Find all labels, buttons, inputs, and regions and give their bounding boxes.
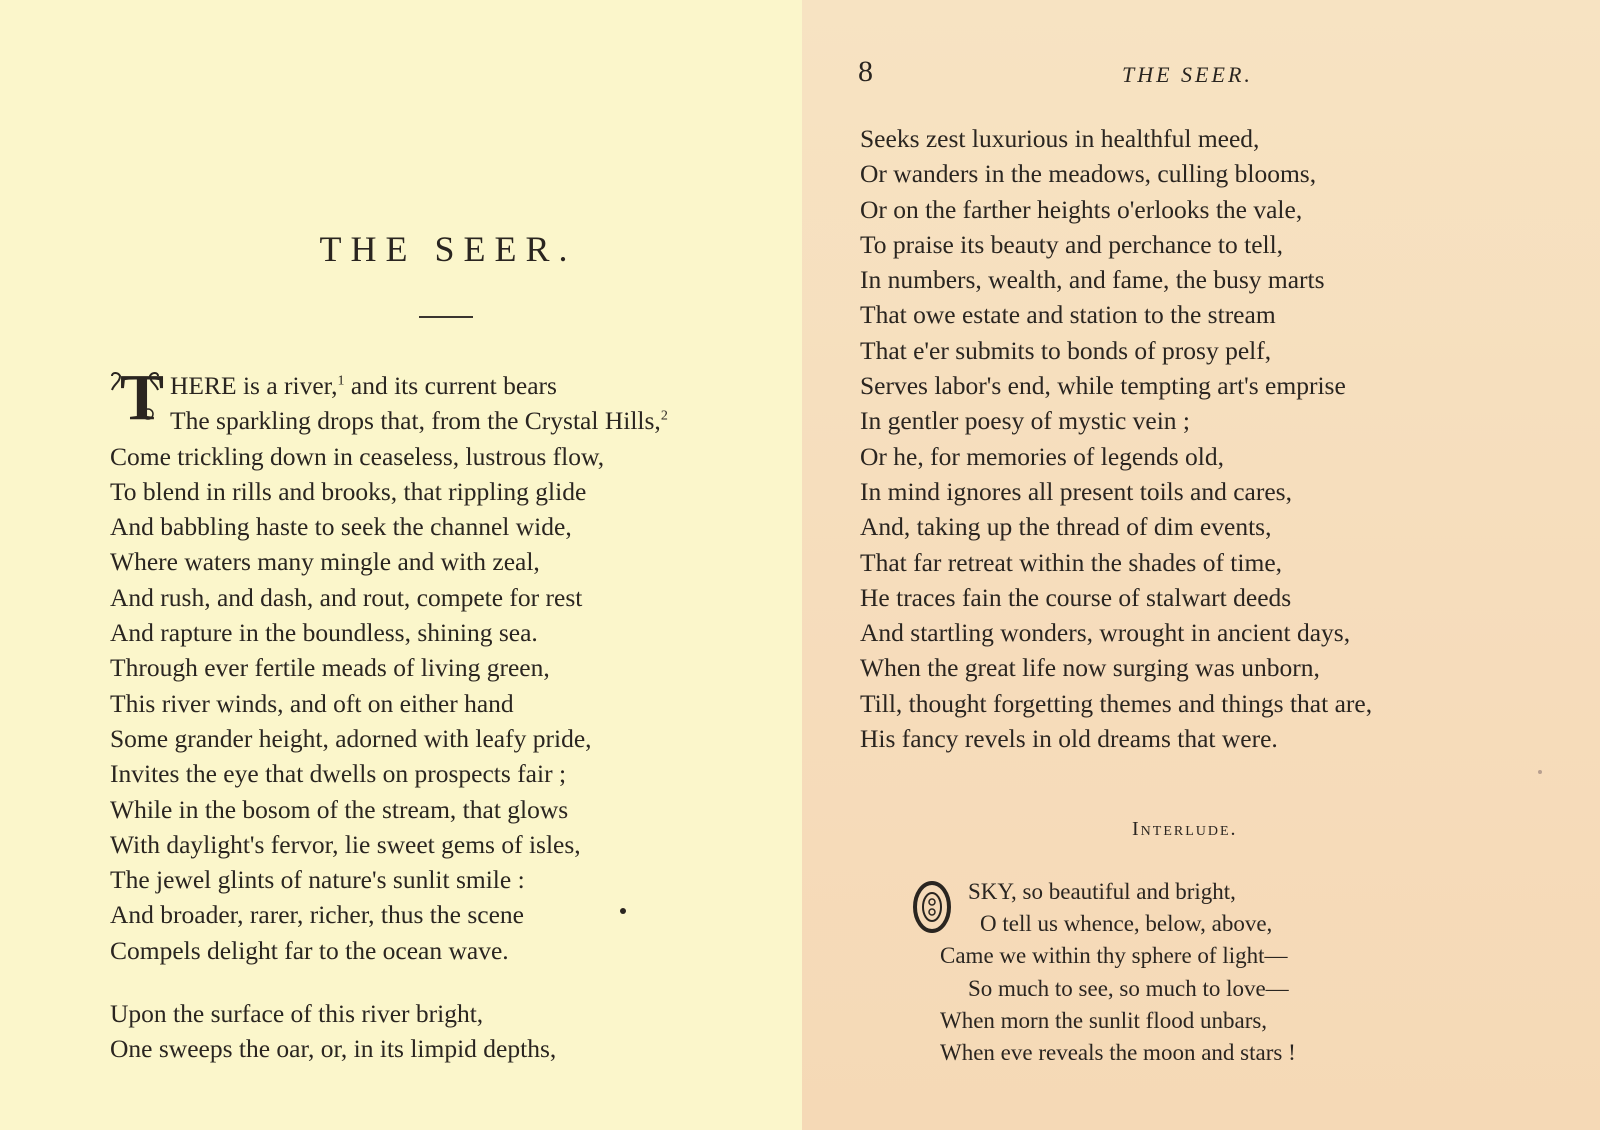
running-head: THE SEER. <box>1122 62 1253 87</box>
verse-line: That e'er submits to bonds of prosy pelf, <box>860 335 1272 365</box>
verse-line: Seeks zest luxurious in healthful meed, <box>860 124 1260 153</box>
interlude-line: O tell us whence, below, above, <box>980 911 1273 937</box>
verse-line-text: And rush, and dash, and rout, compete for rest <box>110 582 583 612</box>
verse-line <box>110 650 668 685</box>
stanza-two <box>110 996 556 1067</box>
verse-line: Upon the surface of this river bright, <box>110 999 484 1028</box>
verse-line: And, taking up the thread of dim events, <box>860 512 1272 542</box>
verse-line: Serves labor's end, while tempting art's emprise <box>860 371 1346 401</box>
verse-line-text: HERE is a river, <box>170 371 338 400</box>
verse-line: In numbers, wealth, and fame, the busy marts <box>860 265 1325 295</box>
verse-line-text: The sparkling drops that, from the Crystal Hills, <box>170 406 661 436</box>
verse-line: Till, thought forgetting themes and things that are, <box>860 688 1373 718</box>
verse-line <box>110 897 668 932</box>
verse-line <box>110 615 668 650</box>
verse-line <box>110 368 668 403</box>
verse-line-text: Compels delight far to the ocean wave. <box>110 935 509 965</box>
verse-line <box>110 827 668 862</box>
verse-line <box>110 580 668 615</box>
verse-line-text: Some grander height, adorned with leafy pride, <box>110 723 592 753</box>
poem-title: THE SEER. <box>319 229 577 269</box>
interlude-line: Came we within thy sphere of light— <box>940 943 1288 969</box>
verse-line-tail: and its current bears <box>344 371 557 400</box>
verse-line <box>110 862 668 897</box>
interlude-heading: Interlude. <box>1132 818 1238 840</box>
footnote-marker[interactable]: 1 <box>337 373 345 389</box>
verse-line <box>110 686 668 721</box>
drop-cap-letter: T <box>120 361 165 434</box>
verse-line-text: While in the bosom of the stream, that glows <box>110 794 569 824</box>
verse-line: One sweeps the oar, or, in its limpid depths, <box>110 1034 557 1064</box>
verse-line: Or wanders in the meadows, culling blooms, <box>860 159 1317 189</box>
verse-line: That far retreat within the shades of time, <box>860 547 1283 577</box>
verse-line-text: Come trickling down in ceaseless, lustrous flow, <box>110 441 605 471</box>
interlude-verse <box>940 876 1296 1069</box>
verse-line: And startling wonders, wrought in ancient days, <box>860 618 1351 648</box>
right-page-verse <box>860 121 1372 756</box>
verse-line: When the great life now surging was unborn, <box>860 653 1320 683</box>
verse-line: In mind ignores all present toils and cares, <box>860 476 1292 506</box>
verse-line-text: With daylight's fervor, lie sweet gems of isles, <box>110 829 581 859</box>
title-rule <box>419 316 473 318</box>
interlude-line: So much to see, so much to love— <box>968 975 1289 1001</box>
page-number: 8 <box>858 55 873 88</box>
verse-line: Or on the farther heights o'erlooks the vale, <box>860 194 1303 224</box>
verse-line-text: And babbling haste to seek the channel wide, <box>110 512 572 542</box>
verse-line-text: Invites the eye that dwells on prospects fair ; <box>110 759 567 789</box>
verse-line-text: The jewel glints of nature's sunlit smile : <box>110 865 525 895</box>
verse-line: His fancy revels in old dreams that were. <box>860 724 1278 754</box>
verse-line: He traces fain the course of stalwart deeds <box>860 582 1292 612</box>
verse-line-text: Through ever fertile meads of living green, <box>110 653 550 683</box>
verse-line: In gentler poesy of mystic vein ; <box>860 406 1191 436</box>
ink-speck <box>620 908 626 914</box>
interlude-line: SKY, so beautiful and bright, <box>968 879 1236 904</box>
verse-line <box>110 474 668 509</box>
stanza-one <box>110 361 668 968</box>
verse-line <box>110 439 668 474</box>
verse-line-text: This river winds, and oft on either hand <box>110 688 514 718</box>
verse-line-text: And broader, rarer, richer, thus the scene <box>110 900 524 930</box>
verse-line-text: To blend in rills and brooks, that rippling glide <box>110 476 587 506</box>
verse-line <box>110 544 668 579</box>
interlude-line: When morn the sunlit flood unbars, <box>940 1007 1268 1033</box>
verse-line <box>110 756 668 791</box>
verse-line-text: Where waters many mingle and with zeal, <box>110 547 540 577</box>
verse-line <box>110 403 668 438</box>
verse-line: That owe estate and station to the stream <box>860 300 1276 330</box>
footnote-marker[interactable]: 2 <box>660 408 668 424</box>
verse-line <box>110 792 668 827</box>
ink-speck <box>1538 770 1542 774</box>
verse-line <box>110 933 668 968</box>
verse-line: To praise its beauty and perchance to tell, <box>860 229 1284 259</box>
verse-line <box>110 509 668 544</box>
verse-line <box>110 721 668 756</box>
verse-line-text: And rapture in the boundless, shining sea. <box>110 618 538 648</box>
interlude-line: When eve reveals the moon and stars ! <box>940 1039 1296 1065</box>
verse-line: Or he, for memories of legends old, <box>860 441 1224 471</box>
